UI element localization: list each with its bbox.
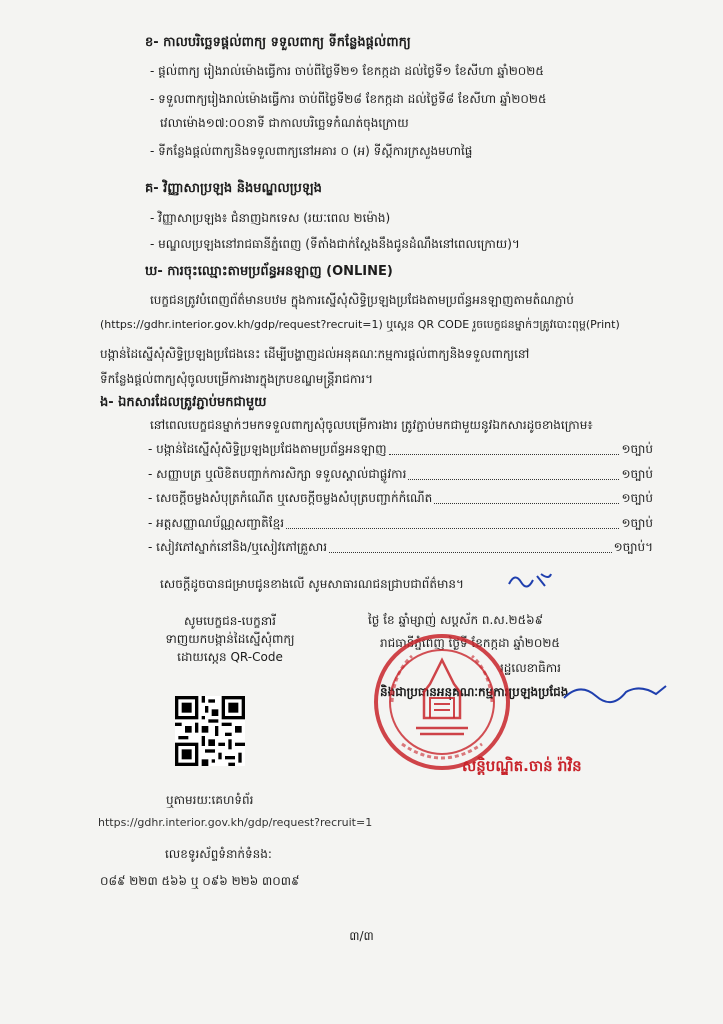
qr-code[interactable] bbox=[175, 696, 245, 766]
qr-instruction-line-2: ទាញយកបង្កាន់ដៃស្នើសុំពាក្យ bbox=[165, 632, 295, 646]
section-kho-para-line-3: បង្កាន់ដៃស្នើសុំសិទ្ធិប្រឡងប្រជែងនេះ ដើម្បីបង្ហាញដល់អនុគណៈកម្មការផ្ដល់ពាក្យនិងទទួលពាក្យនៅ bbox=[100, 347, 530, 361]
signature bbox=[560, 678, 670, 708]
section-kho-para-line-2: (https://gdhr.interior.gov.kh/gdp/request?recruit=1) ឬស្កេន QR CODE រួចបេក្ខជនម្នាក់ៗត្រូវបោះពុម្ព(Print) bbox=[100, 318, 620, 331]
signer-name: សន្តិបណ្ឌិត.ចាន់ រ៉ាវិន bbox=[462, 757, 582, 775]
required-document-row bbox=[148, 515, 653, 533]
section-ngo-intro: នៅពេលបេក្ខជនម្នាក់ៗមកទទួលពាក្យសុំចូលបម្រើការងារ ត្រូវភ្ជាប់មកជាមួយនូវឯកសារដូចខាងក្រោម៖ bbox=[150, 418, 593, 432]
gregorian-date-line: រាជធានីភ្នំពេញ ថ្ងៃទី ខែកក្កដា ឆ្នាំ២០២៥ bbox=[380, 636, 560, 650]
qr-code-graphic bbox=[175, 696, 245, 766]
section-kho-title: ឃ- ការចុះឈ្មោះតាមប្រព័ន្ធអនឡាញ (ONLINE) bbox=[145, 264, 393, 279]
qr-instruction-line-1: សូមបេក្ខជន-បេក្ខនារី bbox=[184, 614, 276, 628]
section-kho-para-line-4: ទីកន្លែងផ្ដល់ពាក្យសុំចូលបម្រើការងារក្នុងក្របខណ្ឌមន្ត្រីរាជការ។ bbox=[100, 372, 373, 386]
required-document-row bbox=[148, 466, 653, 484]
section-kh-bullet-2: - ទទួលពាក្យរៀងរាល់ម៉ោងធ្វើការ ចាប់ពីថ្ងៃទី២៨ ខែកក្កដា ដល់ថ្ងៃទី៨ ខែសីហា ឆ្នាំ២០២៥ bbox=[150, 92, 547, 106]
contact-label: លេខទូរស័ព្ទទំនាក់ទំនង: bbox=[165, 847, 272, 861]
lunar-date-line: ថ្ងៃ ខែ ឆ្នាំម្សាញ់ សប្ដស័ក ព.ស.២៥៦៩ bbox=[368, 613, 544, 627]
required-document-label: - បង្កាន់ដៃស្នើសុំសិទ្ធិប្រឡងប្រជែងតាមប្រព័ន្ធអនឡាញ bbox=[148, 442, 387, 456]
required-document-qty: ១ច្បាប់ bbox=[621, 516, 653, 530]
section-kh-bullet-3: - ទីកន្លែងផ្ដល់ពាក្យនិងទទួលពាក្យនៅអគារ ០ (អ) ទីស្ដីការក្រសួងមហាផ្ទៃ bbox=[150, 144, 473, 158]
dotted-leader bbox=[408, 466, 619, 480]
qr-instructions bbox=[150, 612, 310, 666]
required-document-qty: ១ច្បាប់ bbox=[621, 442, 653, 456]
initials-mark bbox=[505, 570, 555, 592]
dotted-leader bbox=[434, 490, 619, 504]
required-document-label: - សៀវភៅស្នាក់នៅនិង/ឬសៀវភៅគ្រួសារ bbox=[148, 540, 328, 554]
contact-phones: ០៨៩ ២២៣ ៥៦៦ ឬ ០៩៦ ២២៦ ៣០៣៩ bbox=[100, 874, 300, 888]
required-document-label: - អត្តសញ្ញាណប័ណ្ណសញ្ជាតិខ្មែរ bbox=[148, 516, 284, 530]
section-ko-title: គ- វិញ្ញាសាប្រឡង និងមណ្ឌលប្រឡង bbox=[145, 181, 322, 196]
required-document-qty: ១ច្បាប់ bbox=[621, 491, 653, 505]
section-kho-para-line-1: បេក្ខជនត្រូវបំពេញព័ត៌មានបឋម ក្នុងការស្នើសុំសិទ្ធិប្រឡងប្រជែងតាមប្រព័ន្ធអនឡាញតាមតំណភ្ជាប់ bbox=[150, 293, 574, 307]
required-document-qty: ១ច្បាប់ bbox=[621, 467, 653, 481]
required-document-row bbox=[148, 490, 653, 508]
section-kh-bullet-1: - ផ្ដល់ពាក្យ រៀងរាល់ម៉ោងធ្វើការ ចាប់ពីថ្ងៃទី២១ ខែកក្កដា ដល់ថ្ងៃទី១ ខែសីហា ឆ្នាំ២០២៥ bbox=[150, 64, 544, 78]
dotted-leader bbox=[389, 441, 620, 455]
official-seal-stamp bbox=[372, 632, 512, 772]
section-ko-bullet-1: - វិញ្ញាសាប្រឡង៖ ជំនាញឯកទេស (រយៈពេល ២ម៉ោង) bbox=[150, 211, 391, 225]
dotted-leader bbox=[329, 539, 612, 553]
section-ngo-title: ង- ឯកសារដែលត្រូវភ្ជាប់មកជាមួយ bbox=[100, 395, 267, 410]
section-kh-bullet-2-cont: វេលាម៉ោង១៧:០០នាទី ជាកាលបរិច្ឆេទកំណត់ចុងក្រោយ bbox=[160, 116, 409, 130]
required-document-label: - សេចក្ដីចម្លងសំបុត្រកំណើត ឬសេចក្ដីចម្លងសំបុត្របញ្ជាក់កំណើត bbox=[148, 491, 433, 505]
qr-instruction-line-3: ដោយស្កេន QR-Code bbox=[177, 650, 283, 664]
required-document-qty: ១ច្បាប់។ bbox=[613, 540, 653, 554]
required-document-row bbox=[148, 441, 653, 459]
dotted-leader bbox=[286, 515, 619, 529]
signer-role: និងជាប្រធានអនុគណៈកម្មការប្រឡងប្រជែង bbox=[380, 685, 569, 699]
required-document-label: - សញ្ញាបត្រ ឬលិខិតបញ្ជាក់ការសិក្សា ទទួលស្គាល់ជាផ្លូវការ bbox=[148, 467, 407, 481]
closing-statement: សេចក្ដីដូចបានជម្រាបជូនខាងលើ សូមសាធារណជនជ្រាបជាព័ត៌មាន។ bbox=[160, 577, 464, 591]
section-kh-title: ខ- កាលបរិច្ឆេទផ្ដល់ពាក្យ ទទួលពាក្យ ទីកន្លែងផ្ដល់ពាក្យ bbox=[145, 35, 411, 50]
or-website-label: ឬតាមរយៈគេហទំព័រ bbox=[166, 793, 254, 807]
registration-url[interactable]: https://gdhr.interior.gov.kh/gdp/request?recruit=1 bbox=[98, 816, 373, 829]
section-ko-bullet-2: - មណ្ឌលប្រឡងនៅរាជធានីភ្នំពេញ (ទីតាំងជាក់ស្ដែងនឹងជូនដំណឹងនៅពេលក្រោយ)។ bbox=[150, 237, 520, 251]
required-document-row bbox=[148, 539, 653, 557]
signer-title: រដ្ឋលេខាធិការ bbox=[500, 661, 561, 675]
page-number: ៣/៣ bbox=[349, 929, 374, 943]
